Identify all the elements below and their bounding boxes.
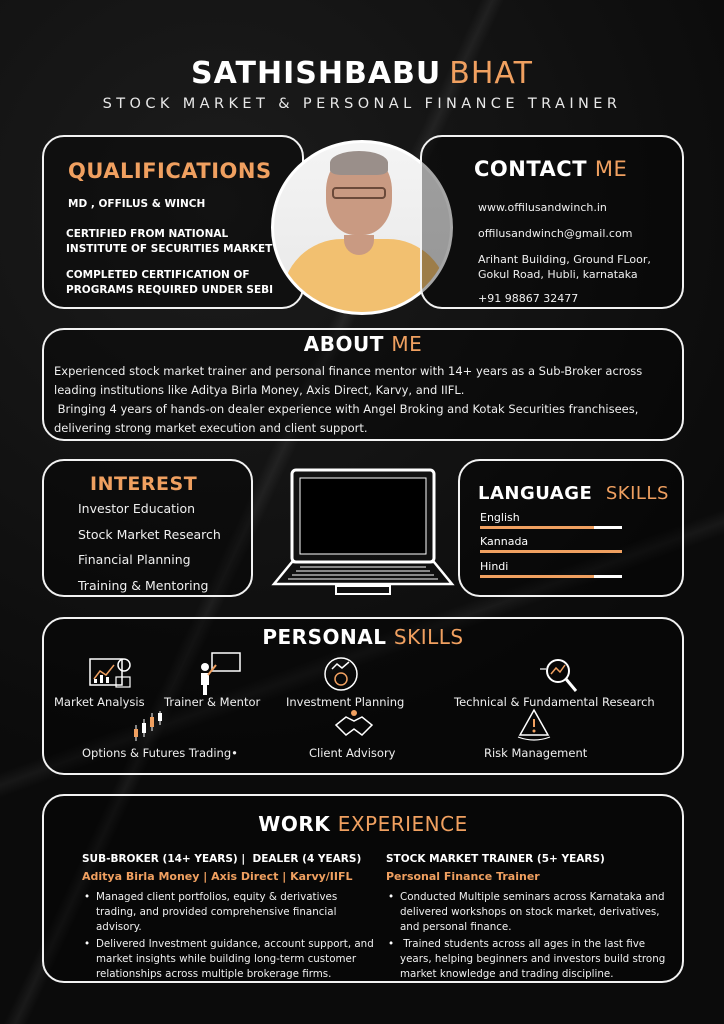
work-title-b: EXPERIENCE: [337, 812, 468, 836]
investment-icon: [322, 655, 360, 693]
personal-skills-title: [44, 625, 682, 649]
about-title-a: ABOUT: [303, 332, 384, 356]
skill-investment-planning: Investment Planning: [286, 695, 405, 709]
work-bullet: • Managed client portfolios, equity & derivatives trading, and provided comprehensive financial advisory.: [82, 890, 382, 935]
qualification-item: CERTIFIED FROM NATIONAL: [66, 228, 229, 240]
interest-title: INTEREST: [90, 473, 198, 495]
website-link[interactable]: www.offilusandwinch.in: [478, 201, 607, 214]
language-bar: [480, 526, 622, 529]
trainer-icon: [196, 651, 242, 697]
risk-icon: [514, 707, 554, 741]
contact-box: [420, 135, 684, 309]
skill-technical-research: Technical & Fundamental Research: [454, 695, 655, 709]
interest-item: Financial Planning: [78, 552, 191, 567]
language-title-b: SKILLS: [605, 483, 669, 504]
address-line1: Arihant Building, Ground FLoor,: [478, 253, 651, 266]
language-label: Hindi: [480, 560, 509, 573]
language-label: English: [480, 511, 520, 524]
language-bar: [480, 550, 622, 553]
work-heading: STOCK MARKET TRAINER (5+ YEARS): [386, 853, 605, 865]
job-title: STOCK MARKET & PERSONAL FINANCE TRAINER: [102, 96, 622, 112]
work-experience-box: [42, 794, 684, 983]
work-title-a: WORK: [258, 812, 331, 836]
pskills-title-a: PERSONAL: [262, 625, 387, 649]
laptop-icon: [270, 466, 456, 598]
research-icon: [536, 655, 584, 695]
work-column-right: [386, 852, 682, 984]
address-line2: Gokul Road, Hubli, karnataka: [478, 268, 638, 281]
work-bullet: • Delivered Investment guidance, account support, and market insights while building long-term customer relationships across multiple brokerage firms.: [82, 937, 382, 982]
skill-market-analysis: Market Analysis: [54, 695, 145, 709]
work-bullet: • Trained students across all ages in the last five years, helping beginners and investors build strong market knowledge and trading discipline.: [386, 937, 682, 982]
first-name: SATHISHBABU: [191, 56, 442, 91]
market-analysis-icon: [86, 657, 134, 691]
work-title: [44, 812, 682, 836]
skill-risk-management: Risk Management: [484, 746, 588, 760]
language-title-a: LANGUAGE: [478, 483, 593, 504]
interest-item: Stock Market Research: [78, 527, 221, 542]
about-text: [54, 362, 674, 438]
qualification-item: PROGRAMS REQUIRED UNDER SEBI: [66, 284, 274, 296]
personal-skills-box: [42, 617, 684, 775]
qualification-item: MD , OFFILUS & WINCH: [68, 198, 206, 210]
name-heading: [0, 56, 724, 91]
contact-title: [474, 157, 627, 181]
candlestick-icon: [130, 709, 164, 743]
skill-options-futures-label: Options & Futures Trading: [82, 746, 232, 760]
qualification-item: COMPLETED CERTIFICATION OF: [66, 269, 250, 281]
language-title: [478, 483, 669, 504]
skill-client-advisory: Client Advisory: [309, 746, 396, 760]
work-bullet: • Conducted Multiple seminars across Karnataka and delivered workshops on stock market, derivatives, and personal finance.: [386, 890, 682, 935]
about-line: leading institutions like Aditya Birla Money, Axis Direct, Karvy, and IIFL.: [54, 383, 465, 397]
about-line: Bringing 4 years of hands-on dealer experience with Angel Broking and Kotak Securities franchisees,: [54, 402, 639, 416]
contact-title-a: CONTACT: [474, 157, 588, 181]
about-line: delivering strong market execution and client support.: [54, 421, 368, 435]
about-box: [42, 328, 684, 441]
skill-trainer-mentor: Trainer & Mentor: [164, 695, 261, 709]
skill-options-futures: Options & Futures Trading•: [82, 746, 238, 760]
language-bar: [480, 575, 622, 578]
qualification-item: INSTITUTE OF SECURITIES MARKET: [66, 243, 273, 255]
pskills-title-b: SKILLS: [393, 625, 464, 649]
phone-number[interactable]: +91 98867 32477: [478, 292, 579, 305]
interest-item: Training & Mentoring: [78, 578, 209, 593]
qualifications-box: [42, 135, 304, 309]
email-link[interactable]: offilusandwinch@gmail.com: [478, 227, 633, 240]
work-subheading: Aditya Birla Money | Axis Direct | Karvy/IIFL: [82, 870, 353, 883]
about-line: Experienced stock market trainer and personal finance mentor with 14+ years as a Sub-Broker across: [54, 364, 643, 378]
interest-box: [42, 459, 253, 597]
work-heading: SUB-BROKER (14+ YEARS) | DEALER (4 YEARS): [82, 853, 362, 865]
interest-item: Investor Education: [78, 501, 196, 516]
last-name: BHAT: [449, 56, 533, 91]
handshake-icon: [334, 707, 374, 741]
work-column-left: [82, 852, 382, 984]
about-title-b: ME: [391, 332, 423, 356]
language-label: Kannada: [480, 535, 529, 548]
qualifications-title: QUALIFICATIONS: [68, 159, 272, 183]
contact-title-b: ME: [594, 157, 628, 181]
about-title: [44, 332, 682, 356]
work-subheading: Personal Finance Trainer: [386, 870, 540, 883]
language-box: [458, 459, 684, 597]
